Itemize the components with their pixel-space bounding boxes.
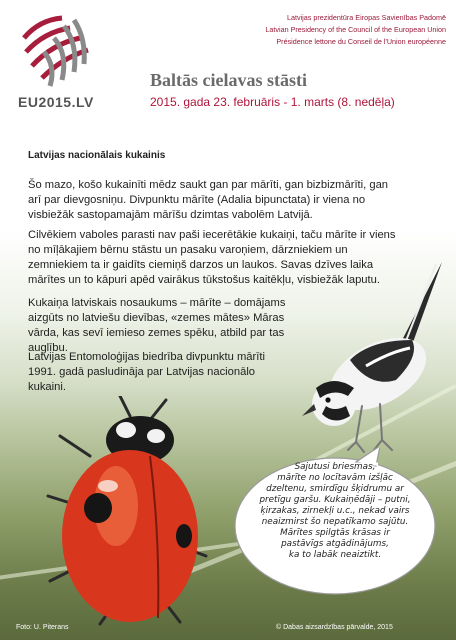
paragraph-4: Latvijas Entomoloģijas biedrība divpunktu mārīti 1991. gadā pasludināja par Latvijas nacionālo kukaini. [28, 351, 265, 393]
page-title: Baltās cielavas stāsti [150, 70, 307, 90]
copyright-credit: © Dabas aizsardzības pārvalde, 2015 [276, 624, 393, 631]
header [0, 0, 456, 140]
logo-text: EU2015.LV [18, 94, 94, 110]
paragraph-2: Cilvēkiem vaboles parasti nav paši iecerētākie kukaiņi, taču mārīte ir viens no mīļākajiem bērnu stāstu un pasaku varoņiem, dārzniekiem un zemniekiem ta ir gaidīts ciemiņš darzos un laukos. Savas dzīves laika mārītes un to kāpuri apēd vairākus tūkstošus kaitēkļu, visbiežāk laputu. [28, 229, 396, 286]
date-line: 2015. gada 23. februāris - 1. marts (8. nedēļa) [150, 95, 395, 109]
ladybug-icon [40, 396, 210, 626]
bubble-line: pastāvīgs atgādinājums, [281, 539, 389, 549]
paragraph-3: Kukaiņa latviskais nosaukums – mārīte – domājams aizgūts no latviešu dievības, «zemes mātes» Māras vārda, kas sevī iemieso zemes spēku, atbild par tas auglību. [28, 297, 286, 354]
photo-credit: Foto: U. Piterans [16, 624, 69, 631]
bubble-line: dzeltenu, smirdīgu šķidrumu ar [266, 484, 404, 494]
bubble-line: ka to labāk neaiztikt. [288, 550, 382, 560]
wagtail-bird-icon [300, 256, 450, 456]
bubble-line: Sajutusi briesmas, [294, 462, 376, 472]
bubble-line: mārīte no locītavām izšļāc [277, 473, 393, 483]
presidency-text [146, 12, 446, 48]
presidency-line-lv: Latvijas prezidentūra Eiropas Savienības Padomē [286, 13, 446, 22]
bubble-line: neaizmirst šo nepatīkamo sajūtu. [261, 517, 409, 527]
bubble-line: Mārītes spilgtās krāsas ir [280, 528, 390, 538]
presidency-line-en: Latvian Presidency of the Council of the European Union [265, 25, 446, 34]
bubble-text [250, 462, 420, 561]
presidency-line-fr: Présidence lettone du Conseil de l'Union européenne [276, 37, 446, 46]
bubble-line: ķirzakas, zirnekļi u.c., nekad vairs [260, 506, 410, 516]
eu2015-logo-icon [14, 8, 98, 92]
section-heading: Latvijas nacionālais kukainis [28, 150, 166, 161]
paragraph-1: Šo mazo, košo kukainīti mēdz saukt gan par mārīti, gan bizbizmārīti, gan arī par dievgosniņu. Divpunktu mārīte (Adalia bipunctata) ir viena no visbiežāk sastopamajām mārīšu dzimtas vabolēm Latvijā. [28, 179, 389, 221]
bubble-line: pretīgu garšu. Kukaiņēdāji – putni, [259, 495, 411, 505]
